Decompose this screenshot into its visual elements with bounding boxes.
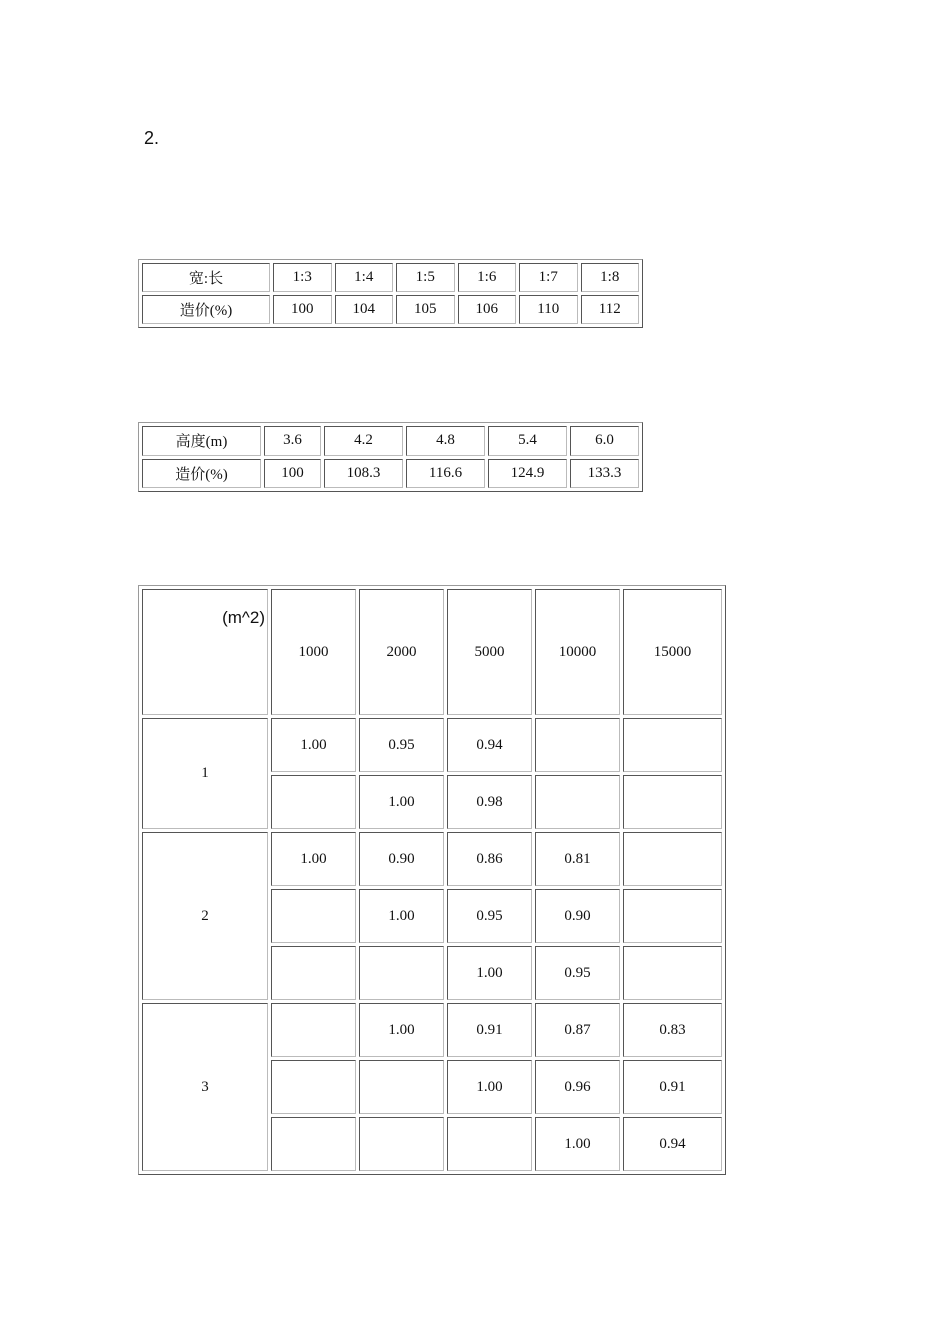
coefficient-cell xyxy=(359,1060,444,1114)
coefficient-cell xyxy=(271,1117,356,1171)
height-row xyxy=(142,426,639,456)
coefficient-cell xyxy=(535,775,620,829)
coefficient-cell: 0.96 xyxy=(535,1060,620,1114)
coefficient-cell: 0.94 xyxy=(447,718,532,772)
height-cell: 4.8 xyxy=(406,426,485,456)
height-row-label: 高度(m) xyxy=(142,426,261,456)
coefficient-cell xyxy=(271,946,356,1000)
ratio-row-label: 宽:长 xyxy=(142,263,270,292)
height-cost-row xyxy=(142,459,639,489)
ratio-cell: 1:7 xyxy=(519,263,578,292)
coefficient-cell: 0.98 xyxy=(447,775,532,829)
coefficient-cell xyxy=(271,889,356,943)
unit-corner-cell: (m^2) xyxy=(142,589,268,715)
ratio-cost-row xyxy=(142,295,639,324)
area-header-cell: 1000 xyxy=(271,589,356,715)
height-cell: 6.0 xyxy=(570,426,639,456)
coefficient-cell: 1.00 xyxy=(359,889,444,943)
table-row xyxy=(142,718,722,772)
group-label-cell: 3 xyxy=(142,1003,268,1171)
cost-cell: 100 xyxy=(273,295,332,324)
cost-cell: 100 xyxy=(264,459,321,489)
coefficient-cell: 1.00 xyxy=(359,775,444,829)
coefficient-cell xyxy=(359,946,444,1000)
area-header-row xyxy=(142,589,722,715)
ratio-cost-table xyxy=(138,259,643,328)
coefficient-cell: 0.94 xyxy=(623,1117,722,1171)
cost-cell: 106 xyxy=(458,295,517,324)
coefficient-cell: 0.90 xyxy=(359,832,444,886)
coefficient-cell xyxy=(623,889,722,943)
coefficient-cell xyxy=(623,832,722,886)
ratio-cell: 1:3 xyxy=(273,263,332,292)
area-header-cell: 10000 xyxy=(535,589,620,715)
coefficient-cell xyxy=(359,1117,444,1171)
cost-cell: 116.6 xyxy=(406,459,485,489)
coefficient-cell: 1.00 xyxy=(447,1060,532,1114)
cost-cell: 104 xyxy=(335,295,394,324)
height-cell: 3.6 xyxy=(264,426,321,456)
cost-cell: 110 xyxy=(519,295,578,324)
coefficient-cell xyxy=(535,718,620,772)
coefficient-cell xyxy=(623,775,722,829)
cost-cell: 133.3 xyxy=(570,459,639,489)
coefficient-cell: 0.95 xyxy=(359,718,444,772)
section-number: 2. xyxy=(144,128,160,148)
coefficient-cell: 1.00 xyxy=(359,1003,444,1057)
ratio-cell: 1:4 xyxy=(335,263,394,292)
coefficient-cell: 0.91 xyxy=(447,1003,532,1057)
coefficient-cell: 0.90 xyxy=(535,889,620,943)
coefficient-cell: 0.95 xyxy=(535,946,620,1000)
coefficient-cell xyxy=(271,775,356,829)
cost-cell: 124.9 xyxy=(488,459,567,489)
cost-cell: 108.3 xyxy=(324,459,403,489)
coefficient-cell: 1.00 xyxy=(447,946,532,1000)
coefficient-cell xyxy=(271,1003,356,1057)
ratio-cell: 1:8 xyxy=(581,263,640,292)
ratio-row xyxy=(142,263,639,292)
cost-cell: 105 xyxy=(396,295,455,324)
area-header-cell: 5000 xyxy=(447,589,532,715)
table-row xyxy=(142,1003,722,1057)
height-cell: 4.2 xyxy=(324,426,403,456)
coefficient-cell xyxy=(623,718,722,772)
area-header-cell: 15000 xyxy=(623,589,722,715)
coefficient-cell: 0.81 xyxy=(535,832,620,886)
coefficient-cell: 0.83 xyxy=(623,1003,722,1057)
coefficient-cell xyxy=(623,946,722,1000)
area-coefficient-table xyxy=(138,585,726,1175)
coefficient-cell: 0.91 xyxy=(623,1060,722,1114)
group-label-cell: 1 xyxy=(142,718,268,829)
coefficient-cell: 1.00 xyxy=(535,1117,620,1171)
cost-row-label: 造价(%) xyxy=(142,295,270,324)
coefficient-cell: 0.95 xyxy=(447,889,532,943)
coefficient-cell xyxy=(447,1117,532,1171)
coefficient-cell xyxy=(271,1060,356,1114)
coefficient-cell: 0.87 xyxy=(535,1003,620,1057)
group-label-cell: 2 xyxy=(142,832,268,1000)
ratio-cell: 1:5 xyxy=(396,263,455,292)
cost-row-label: 造价(%) xyxy=(142,459,261,489)
height-cost-table xyxy=(138,422,643,492)
ratio-cell: 1:6 xyxy=(458,263,517,292)
cost-cell: 112 xyxy=(581,295,640,324)
coefficient-cell: 1.00 xyxy=(271,718,356,772)
table-row xyxy=(142,832,722,886)
coefficient-cell: 1.00 xyxy=(271,832,356,886)
coefficient-cell: 0.86 xyxy=(447,832,532,886)
height-cell: 5.4 xyxy=(488,426,567,456)
area-header-cell: 2000 xyxy=(359,589,444,715)
